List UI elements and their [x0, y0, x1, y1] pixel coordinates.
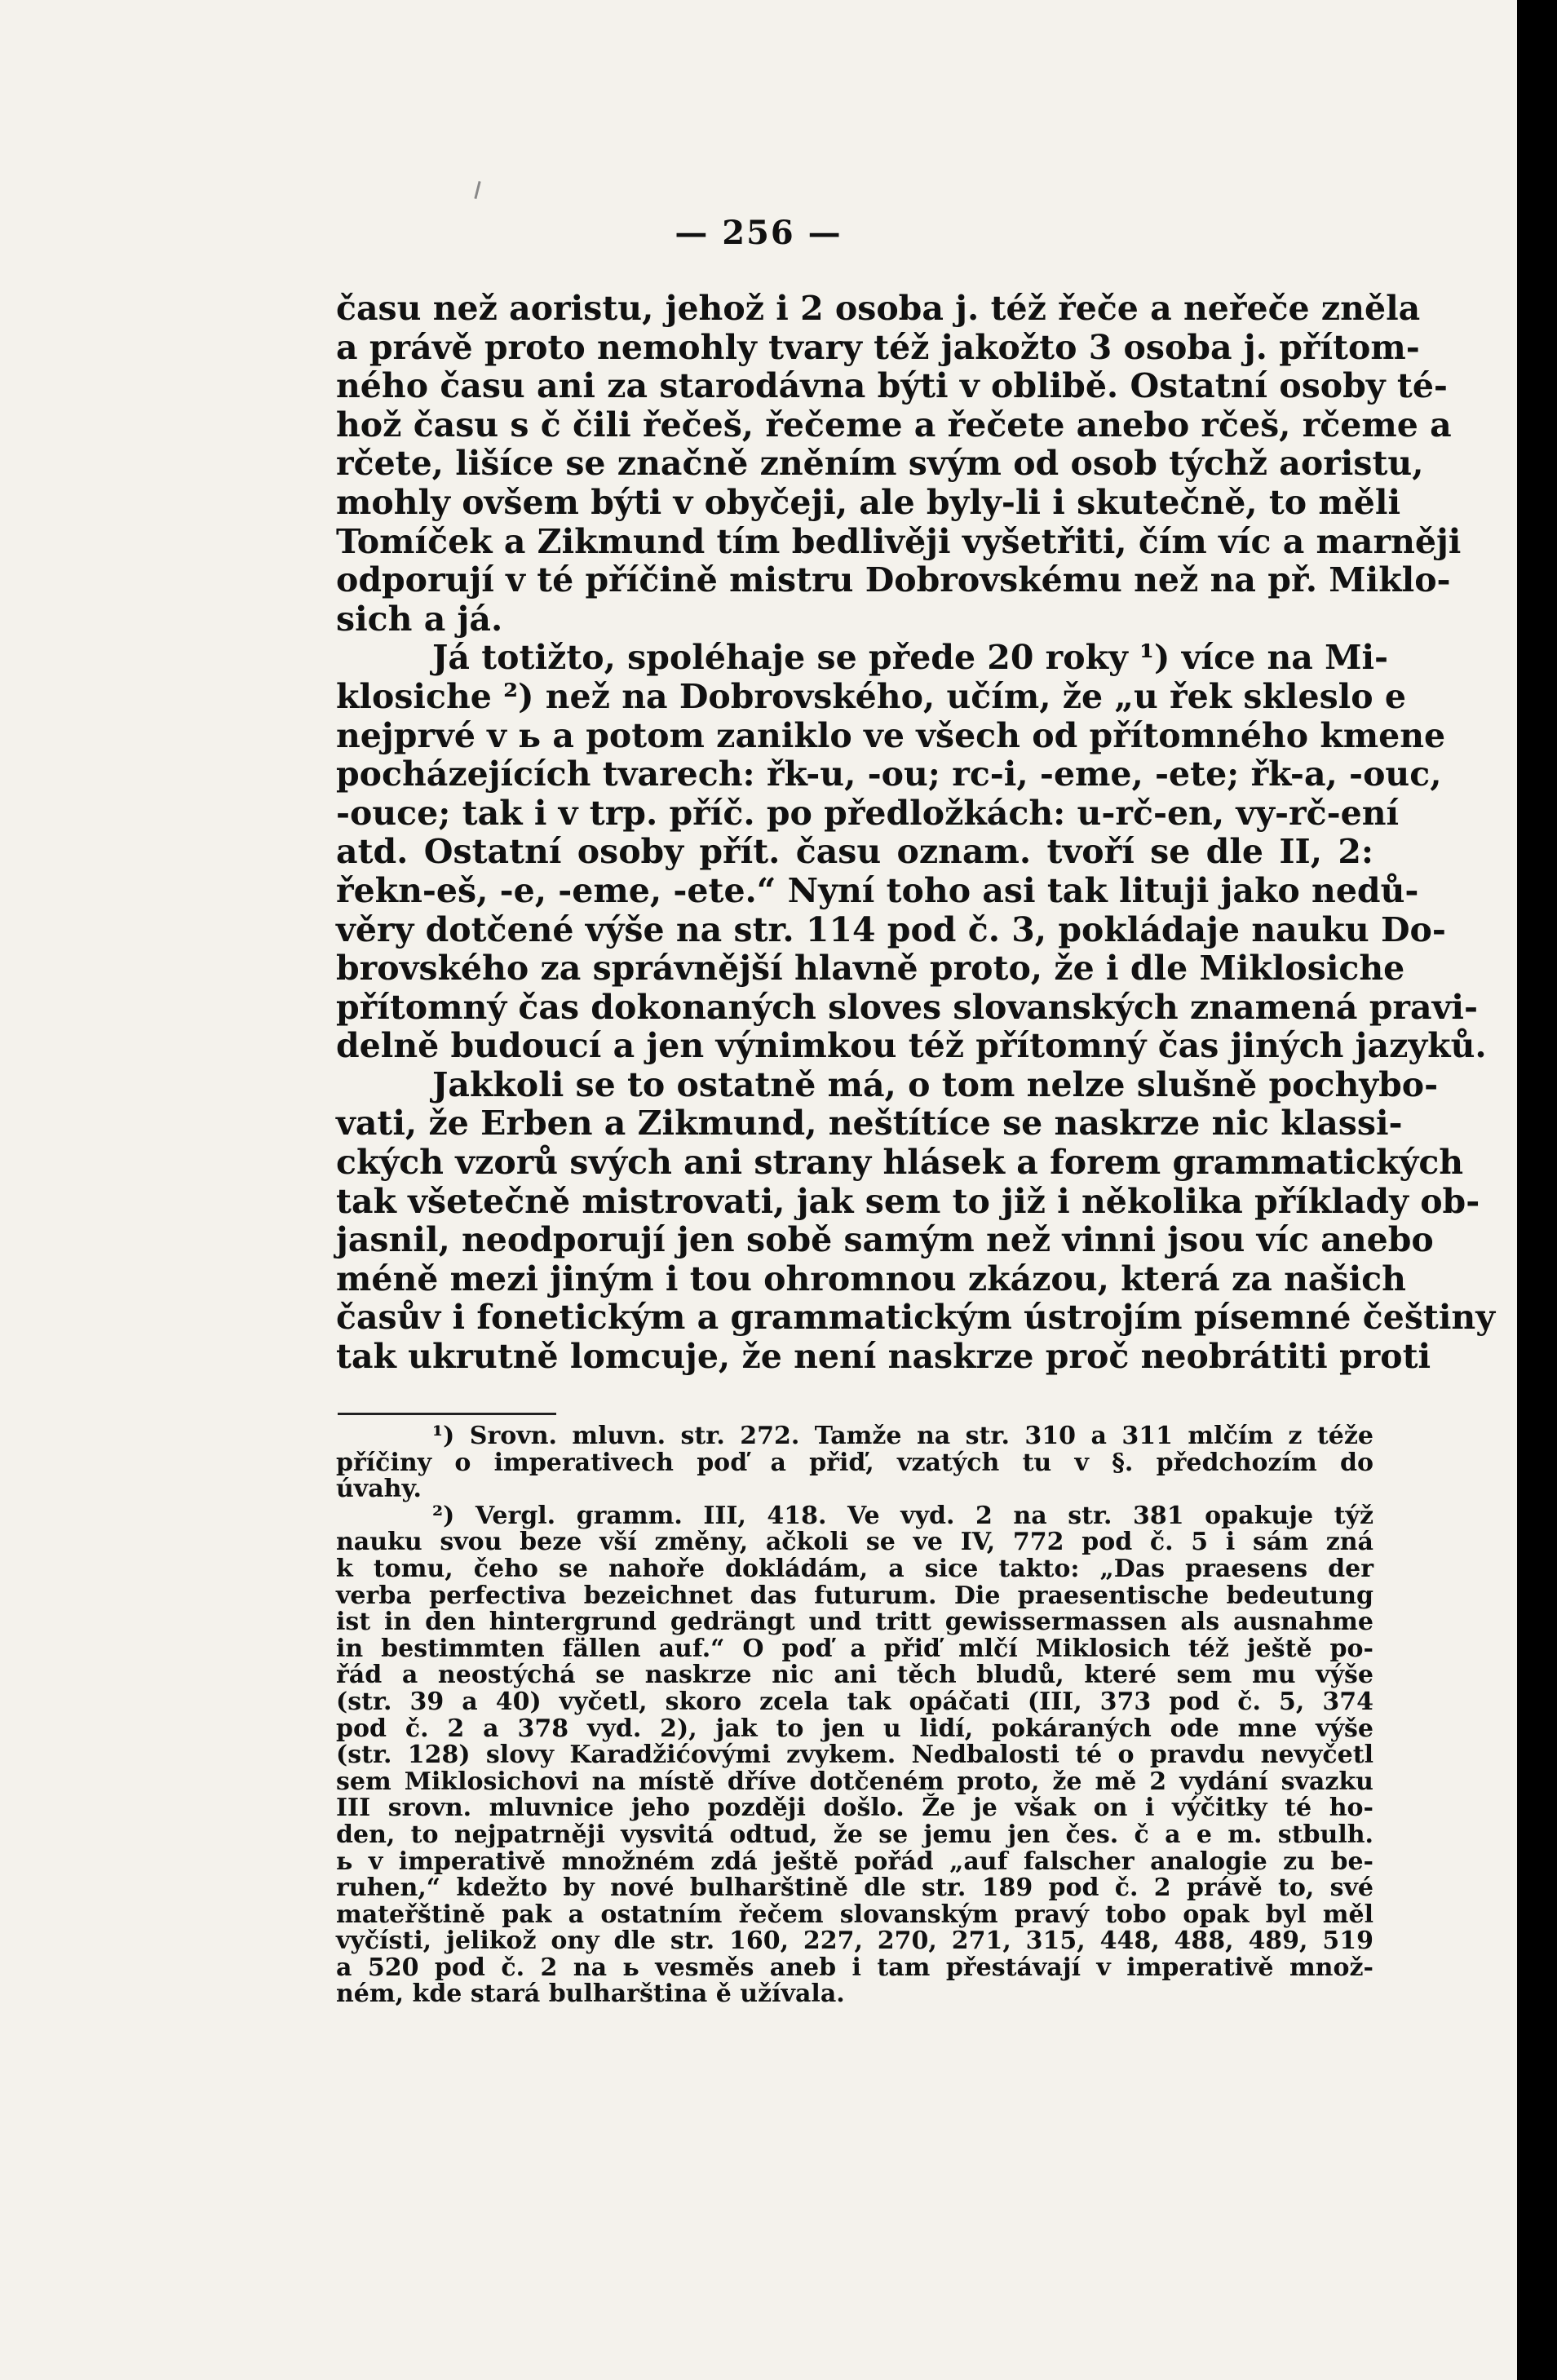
- text-line: časův i fonetickým a grammatickým ústrojím písemné češtiny: [336, 1298, 1496, 1338]
- text-line: delně budoucí a jen výnimkou též přítomný čas jiných jazyků.: [336, 1026, 1487, 1066]
- footnote-line: úvahy.: [336, 1475, 422, 1504]
- footnote-separator: [338, 1413, 556, 1415]
- footnotes: [336, 1423, 1373, 2008]
- text-line: klosiche ²) než na Dobrovského, učím, že „u řek skleslo e: [336, 676, 1406, 716]
- footnote-line: ¹) Srovn. mluvn. str. 272. Tamže na str. 310 a 311 mlčím z téže: [432, 1422, 1373, 1450]
- footnote-line: (str. 128) slovy Karadžićovými zvykem. Nedbalosti té o pravdu nevyčetl: [336, 1741, 1373, 1770]
- page-number: — 256 —: [675, 214, 843, 252]
- text-line: mohly ovšem býti v obyčeji, ale byly-li i skutečně, to měli: [336, 482, 1401, 522]
- footnote-line: ném, kde stará bulharština ě užívala.: [336, 1980, 845, 2009]
- footnote-line: sem Miklosichovi na místě dříve dotčeném proto, že mě 2 vydání svazku: [336, 1767, 1373, 1796]
- scan-speck: [474, 181, 480, 199]
- footnote-line: a 520 pod č. 2 na ь vesměs aneb i tam přestávají v imperativě množ-: [336, 1953, 1373, 1982]
- text-line: brovského za správnější hlavně proto, že i dle Miklosiche: [336, 949, 1405, 989]
- text-line: atd. Ostatní osoby přít. času oznam. tvoří se dle II, 2:: [336, 832, 1373, 872]
- text-line: méně mezi jiným i tou ohromnou zkázou, která za našich: [336, 1259, 1406, 1298]
- footnote-line: nauku svou beze vší změny, ačkoli se ve IV, 772 pod č. 5 i sám zná: [336, 1528, 1373, 1557]
- footnote-line: verba perfectiva bezeichnet das futurum. Die praesentische bedeutung: [336, 1581, 1373, 1610]
- footnote-line: III srovn. mluvnice jeho později došlo. Že je však on i výčitky té ho-: [336, 1794, 1373, 1823]
- text-line: odporují v té příčině mistru Dobrovskému než na př. Miklo-: [336, 560, 1451, 600]
- footnote-line: ruhen,“ kdežto by nové bulharštině dle str. 189 pod č. 2 právě to, své: [336, 1873, 1373, 1903]
- main-text: [336, 289, 1496, 1377]
- text-line: času než aoristu, jehož i 2 osoba j. též řeče a neřeče zněla: [336, 289, 1421, 328]
- text-line: věry dotčené výše na str. 114 pod č. 3, pokládaje nauku Do-: [336, 909, 1446, 949]
- footnote-line: (str. 39 a 40) vyčetl, skoro zcela tak opáčati (III, 373 pod č. 5, 374: [336, 1687, 1373, 1716]
- text-line: vati, že Erben a Zikmund, neštítíce se naskrze nic klassi-: [336, 1104, 1403, 1144]
- footnote-line: ²) Vergl. gramm. III, 418. Ve vyd. 2 na str. 381 opakuje týž: [432, 1501, 1373, 1530]
- text-line: ckých vzorů svých ani strany hlásek a forem grammatických: [336, 1143, 1464, 1183]
- footnote-line: ist in den hintergrund gedrängt und tritt gewissermassen als ausnahme: [336, 1608, 1373, 1637]
- text-line: Jakkoli se to ostatně má, o tom nelze slušně pochybo-: [432, 1064, 1439, 1104]
- text-line: Já totižto, spoléhaje se přede 20 roky ¹) více na Mi-: [432, 638, 1389, 678]
- text-line: tak ukrutně lomcuje, že není naskrze proč neobrátiti proti: [336, 1337, 1431, 1377]
- text-line: pocházejících tvarech: řk-u, -ou; rc-i, -eme, -ete; řk-a, -ouc,: [336, 754, 1442, 794]
- text-line: řekn-eš, -e, -eme, -ete.“ Nyní toho asi tak lituji jako nedů-: [336, 870, 1419, 910]
- text-line: rčete, lišíce se značně zněním svým od osob týchž aoristu,: [336, 444, 1424, 484]
- footnote-line: příčiny o imperativech poď a přiď, vzatých tu v §. předchozím do: [336, 1448, 1373, 1477]
- footnote-line: pod č. 2 a 378 vyd. 2), jak to jen u lidí, pokáraných ode mne výše: [336, 1714, 1373, 1743]
- footnote-line: in bestimmten fällen auf.“ O poď a přiď mlčí Miklosich též ještě po-: [336, 1634, 1373, 1663]
- text-line: nejprvé v ь a potom zaniklo ve všech od přítomného kmene: [336, 715, 1446, 755]
- footnote-line: k tomu, čeho se nahoře dokládám, a sice takto: „Das praesens der: [336, 1554, 1373, 1583]
- text-line: sich a já.: [336, 599, 503, 639]
- footnote-line: řád a neostýchá se naskrze nic ani těch bludů, které sem mu výše: [336, 1661, 1373, 1690]
- footnote-line: mateřštině pak a ostatním řečem slovanským pravý tobo opak byl měl: [336, 1900, 1373, 1929]
- footnote-line: vyčísti, jelikož ony dle str. 160, 227, 270, 271, 315, 448, 488, 489, 519: [336, 1927, 1373, 1956]
- text-line: -ouce; tak i v trp. příč. po předložkách: u-rč-en, vy-rč-ení: [336, 793, 1400, 833]
- text-line: a právě proto nemohly tvary též jakožto 3 osoba j. přítom-: [336, 327, 1420, 367]
- footnote-line: ь v imperativě množném zdá ještě pořád „auf falscher analogie zu be-: [336, 1847, 1373, 1876]
- text-line: ného času ani za starodávna býti v oblibě. Ostatní osoby té-: [336, 366, 1448, 406]
- text-line: jasnil, neodporují jen sobě samým než vinni jsou víc anebo: [336, 1220, 1434, 1260]
- text-line: přítomný čas dokonaných sloves slovanských znamená pravi-: [336, 987, 1478, 1027]
- text-line: hož času s č čili řečeš, řečeme a řečete anebo rčeš, rčeme a: [336, 405, 1452, 445]
- text-line: tak všetečně mistrovati, jak sem to již i několika příklady ob-: [336, 1181, 1480, 1221]
- text-line: Tomíček a Zikmund tím bedlivěji vyšetřiti, čím víc a marněji: [336, 521, 1462, 561]
- footnote-line: den, to nejpatrněji vysvitá odtud, že se jemu jen čes. č a e m. stbulh.: [336, 1820, 1373, 1849]
